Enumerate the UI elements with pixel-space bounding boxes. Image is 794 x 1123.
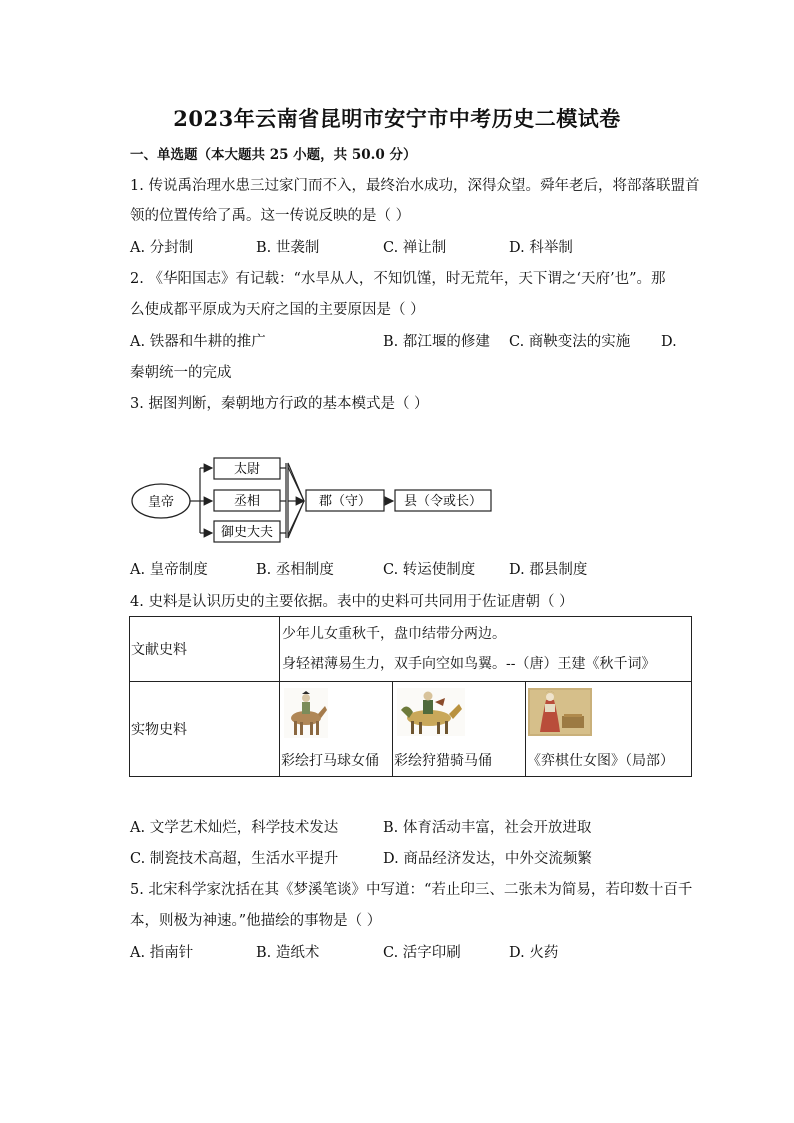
q3-option-a: A. 皇帝制度 [130, 562, 208, 578]
q5-stem-line1: 5. 北宋科学家沈括在其《梦溪笔谈》中写道：“若止印三、二张未为简易，若印数十百千 [130, 882, 693, 898]
q5-option-d: D. 火药 [509, 945, 559, 961]
q1-option-a: A. 分封制 [130, 240, 194, 256]
hunting-rider-figurine-image [397, 688, 465, 736]
q3-option-d: D. 郡县制度 [509, 562, 588, 578]
physical-source-label: 实物史料 [130, 682, 280, 777]
q1-option-c: C. 禅让制 [383, 240, 447, 256]
table-row [130, 617, 692, 682]
q4-option-b: B. 体育活动丰富，社会开放进取 [383, 820, 592, 836]
chancellor-label: 丞相 [233, 494, 261, 509]
artifact-caption-2: 彩绘狩猎骑马俑 [394, 753, 492, 769]
q2-option-b: B. 都江堰的修建 [383, 334, 490, 350]
taiwei-label: 太尉 [233, 462, 261, 477]
emperor-label: 皇帝 [147, 495, 175, 510]
table-row [130, 682, 692, 777]
q1-option-b: B. 世袭制 [256, 240, 320, 256]
section-heading: 一、单选题（本大题共 25 小题，共 50.0 分） [130, 147, 417, 163]
censor-label: 御史大夫 [220, 525, 274, 540]
literary-source-label: 文献史料 [130, 617, 280, 682]
q2-stem-line2: 么使成都平原成为天府之国的主要原因是（ ） [130, 302, 425, 318]
q4-option-c: C. 制瓷技术高超，生活水平提升 [130, 851, 339, 867]
q3-option-b: B. 丞相制度 [256, 562, 334, 578]
q4-option-d: D. 商品经济发达，中外交流频繁 [383, 851, 592, 867]
historical-sources-table [129, 616, 692, 777]
q3-stem: 3. 据图判断，秦朝地方行政的基本模式是（ ） [130, 396, 429, 412]
qin-administration-diagram [128, 455, 498, 547]
q2-stem-line1: 2. 《华阳国志》有记载：“水旱从人，不知饥馑，时无荒年，天下谓之‘天府’也”。那 [130, 271, 666, 287]
q1-stem-line2: 领的位置传给了禹。这一传说反映的是（ ） [130, 208, 411, 224]
county-label: 县（令或长） [403, 494, 483, 509]
artifact-cell-2 [393, 682, 526, 777]
poem-line2: 身轻裙薄易生力，双手向空如鸟翼。--（唐）王建《秋千词》 [282, 656, 656, 672]
q4-option-a: A. 文学艺术灿烂，科学技术发达 [130, 820, 339, 836]
poem-cell [280, 617, 692, 682]
artifact-cell-1 [280, 682, 393, 777]
q5-stem-line2: 本，则极为神速。”他描绘的事物是（ ） [130, 913, 382, 929]
q2-option-c: C. 商鞅变法的实施 [509, 334, 631, 350]
q5-option-b: B. 造纸术 [256, 945, 320, 961]
q1-stem-line1: 1. 传说禹治理水患三过家门而不入，最终治水成功，深得众望。舜年老后，将部落联盟首 [130, 178, 700, 194]
q2-option-d-text: 秦朝统一的完成 [130, 365, 232, 381]
q1-option-d: D. 科举制 [509, 240, 573, 256]
artifact-caption-1: 彩绘打马球女俑 [281, 753, 379, 769]
artifact-caption-3: 《弈棋仕女图》（局部） [527, 753, 674, 769]
q2-option-d: D. [661, 334, 677, 350]
poem-line1: 少年儿女重秋千，盘巾结带分两边。 [282, 626, 506, 642]
page-title: 2023年云南省昆明市安宁市中考历史二模试卷 [173, 106, 621, 131]
polo-player-figurine-image [284, 688, 328, 738]
artifact-cell-3 [526, 682, 692, 777]
q3-option-c: C. 转运使制度 [383, 562, 476, 578]
q2-option-a: A. 铁器和牛耕的推广 [130, 334, 266, 350]
commandery-label: 郡（守） [318, 494, 372, 509]
weiqi-lady-painting-image [528, 688, 592, 736]
q5-option-a: A. 指南针 [130, 945, 194, 961]
q5-option-c: C. 活字印刷 [383, 945, 461, 961]
q4-stem: 4. 史料是认识历史的主要依据。表中的史料可共同用于佐证唐朝（ ） [130, 594, 574, 610]
